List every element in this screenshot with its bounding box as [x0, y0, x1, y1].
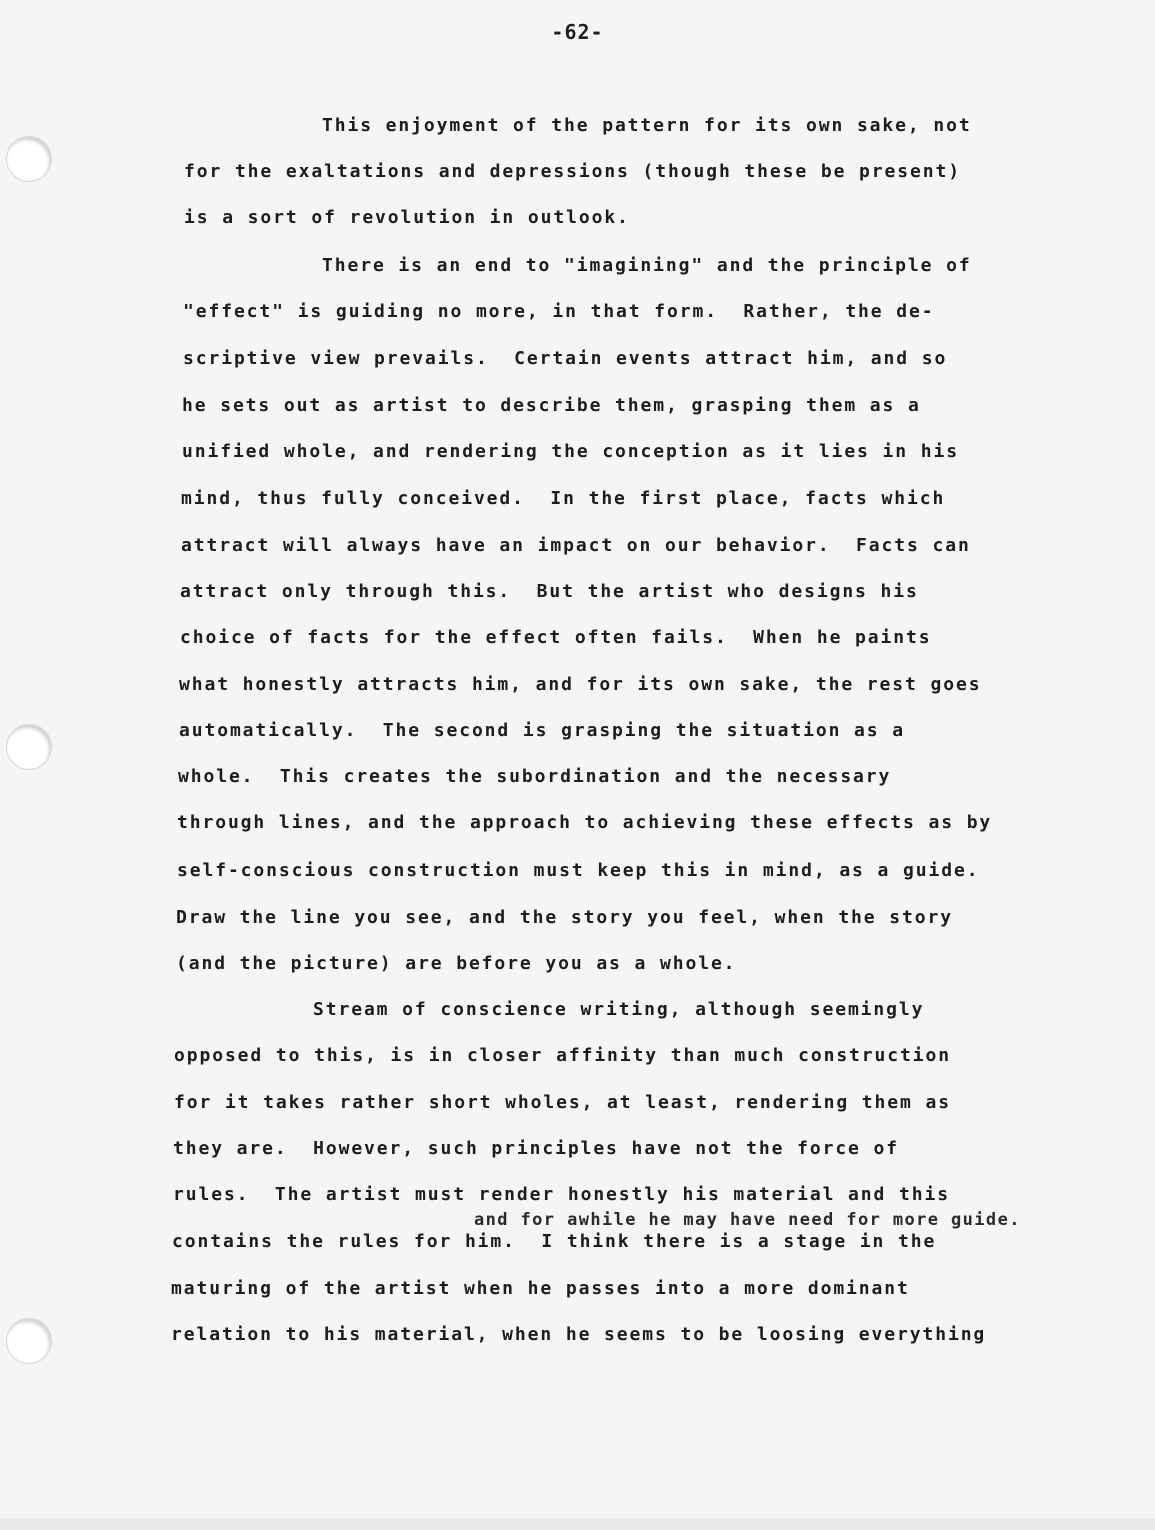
- text-line: attract only through this. But the artist who designs his: [180, 581, 919, 602]
- text-line: automatically. The second is grasping the situation as a: [179, 720, 906, 741]
- text-line: Stream of conscience writing, although seemingly: [313, 999, 925, 1020]
- text-line: There is an end to "imagining" and the principle of: [322, 255, 972, 276]
- text-line: for the exaltations and depressions (though these be present): [184, 161, 961, 182]
- binder-hole-bottom: [6, 1318, 52, 1364]
- text-line: unified whole, and rendering the conception as it lies in his: [182, 441, 959, 462]
- text-line: through lines, and the approach to achieving these effects as by: [177, 812, 993, 833]
- text-line: This enjoyment of the pattern for its own sake, not: [322, 115, 972, 136]
- text-line: (and the picture) are before you as a whole.: [176, 953, 737, 974]
- text-line: he sets out as artist to describe them, grasping them as a: [182, 395, 921, 416]
- text-line: rules. The artist must render honestly his material and this: [173, 1184, 950, 1205]
- text-line: "effect" is guiding no more, in that form. Rather, the de-: [183, 301, 935, 322]
- scan-bottom-edge: [0, 1518, 1155, 1530]
- page-number: -62-: [551, 20, 604, 44]
- text-line: they are. However, such principles have not the force of: [173, 1138, 900, 1159]
- text-line: is a sort of revolution in outlook.: [184, 207, 630, 228]
- text-line: what honestly attracts him, and for its own sake, the rest goes: [179, 674, 982, 695]
- text-line: contains the rules for him. I think there is a stage in the: [172, 1231, 937, 1252]
- text-line: choice of facts for the effect often fails. When he paints: [180, 627, 932, 648]
- text-line: mind, thus fully conceived. In the first place, facts which: [181, 488, 946, 509]
- text-line: maturing of the artist when he passes into a more dominant: [171, 1278, 910, 1299]
- text-line: Draw the line you see, and the story you feel, when the story: [176, 907, 953, 928]
- text-line: opposed to this, is in closer affinity than much construction: [174, 1045, 951, 1066]
- interlinear-insertion: and for awhile he may have need for more guide.: [474, 1210, 1021, 1230]
- binder-hole-middle: [6, 724, 52, 770]
- text-line: scriptive view prevails. Certain events attract him, and so: [183, 348, 948, 369]
- binder-hole-top: [6, 136, 52, 182]
- text-line: self-conscious construction must keep this in mind, as a guide.: [177, 860, 980, 881]
- text-line: relation to his material, when he seems to be loosing everything: [171, 1324, 987, 1345]
- text-line: attract will always have an impact on our behavior. Facts can: [181, 535, 971, 556]
- text-line: for it takes rather short wholes, at least, rendering them as: [174, 1092, 951, 1113]
- text-line: whole. This creates the subordination and the necessary: [178, 766, 892, 787]
